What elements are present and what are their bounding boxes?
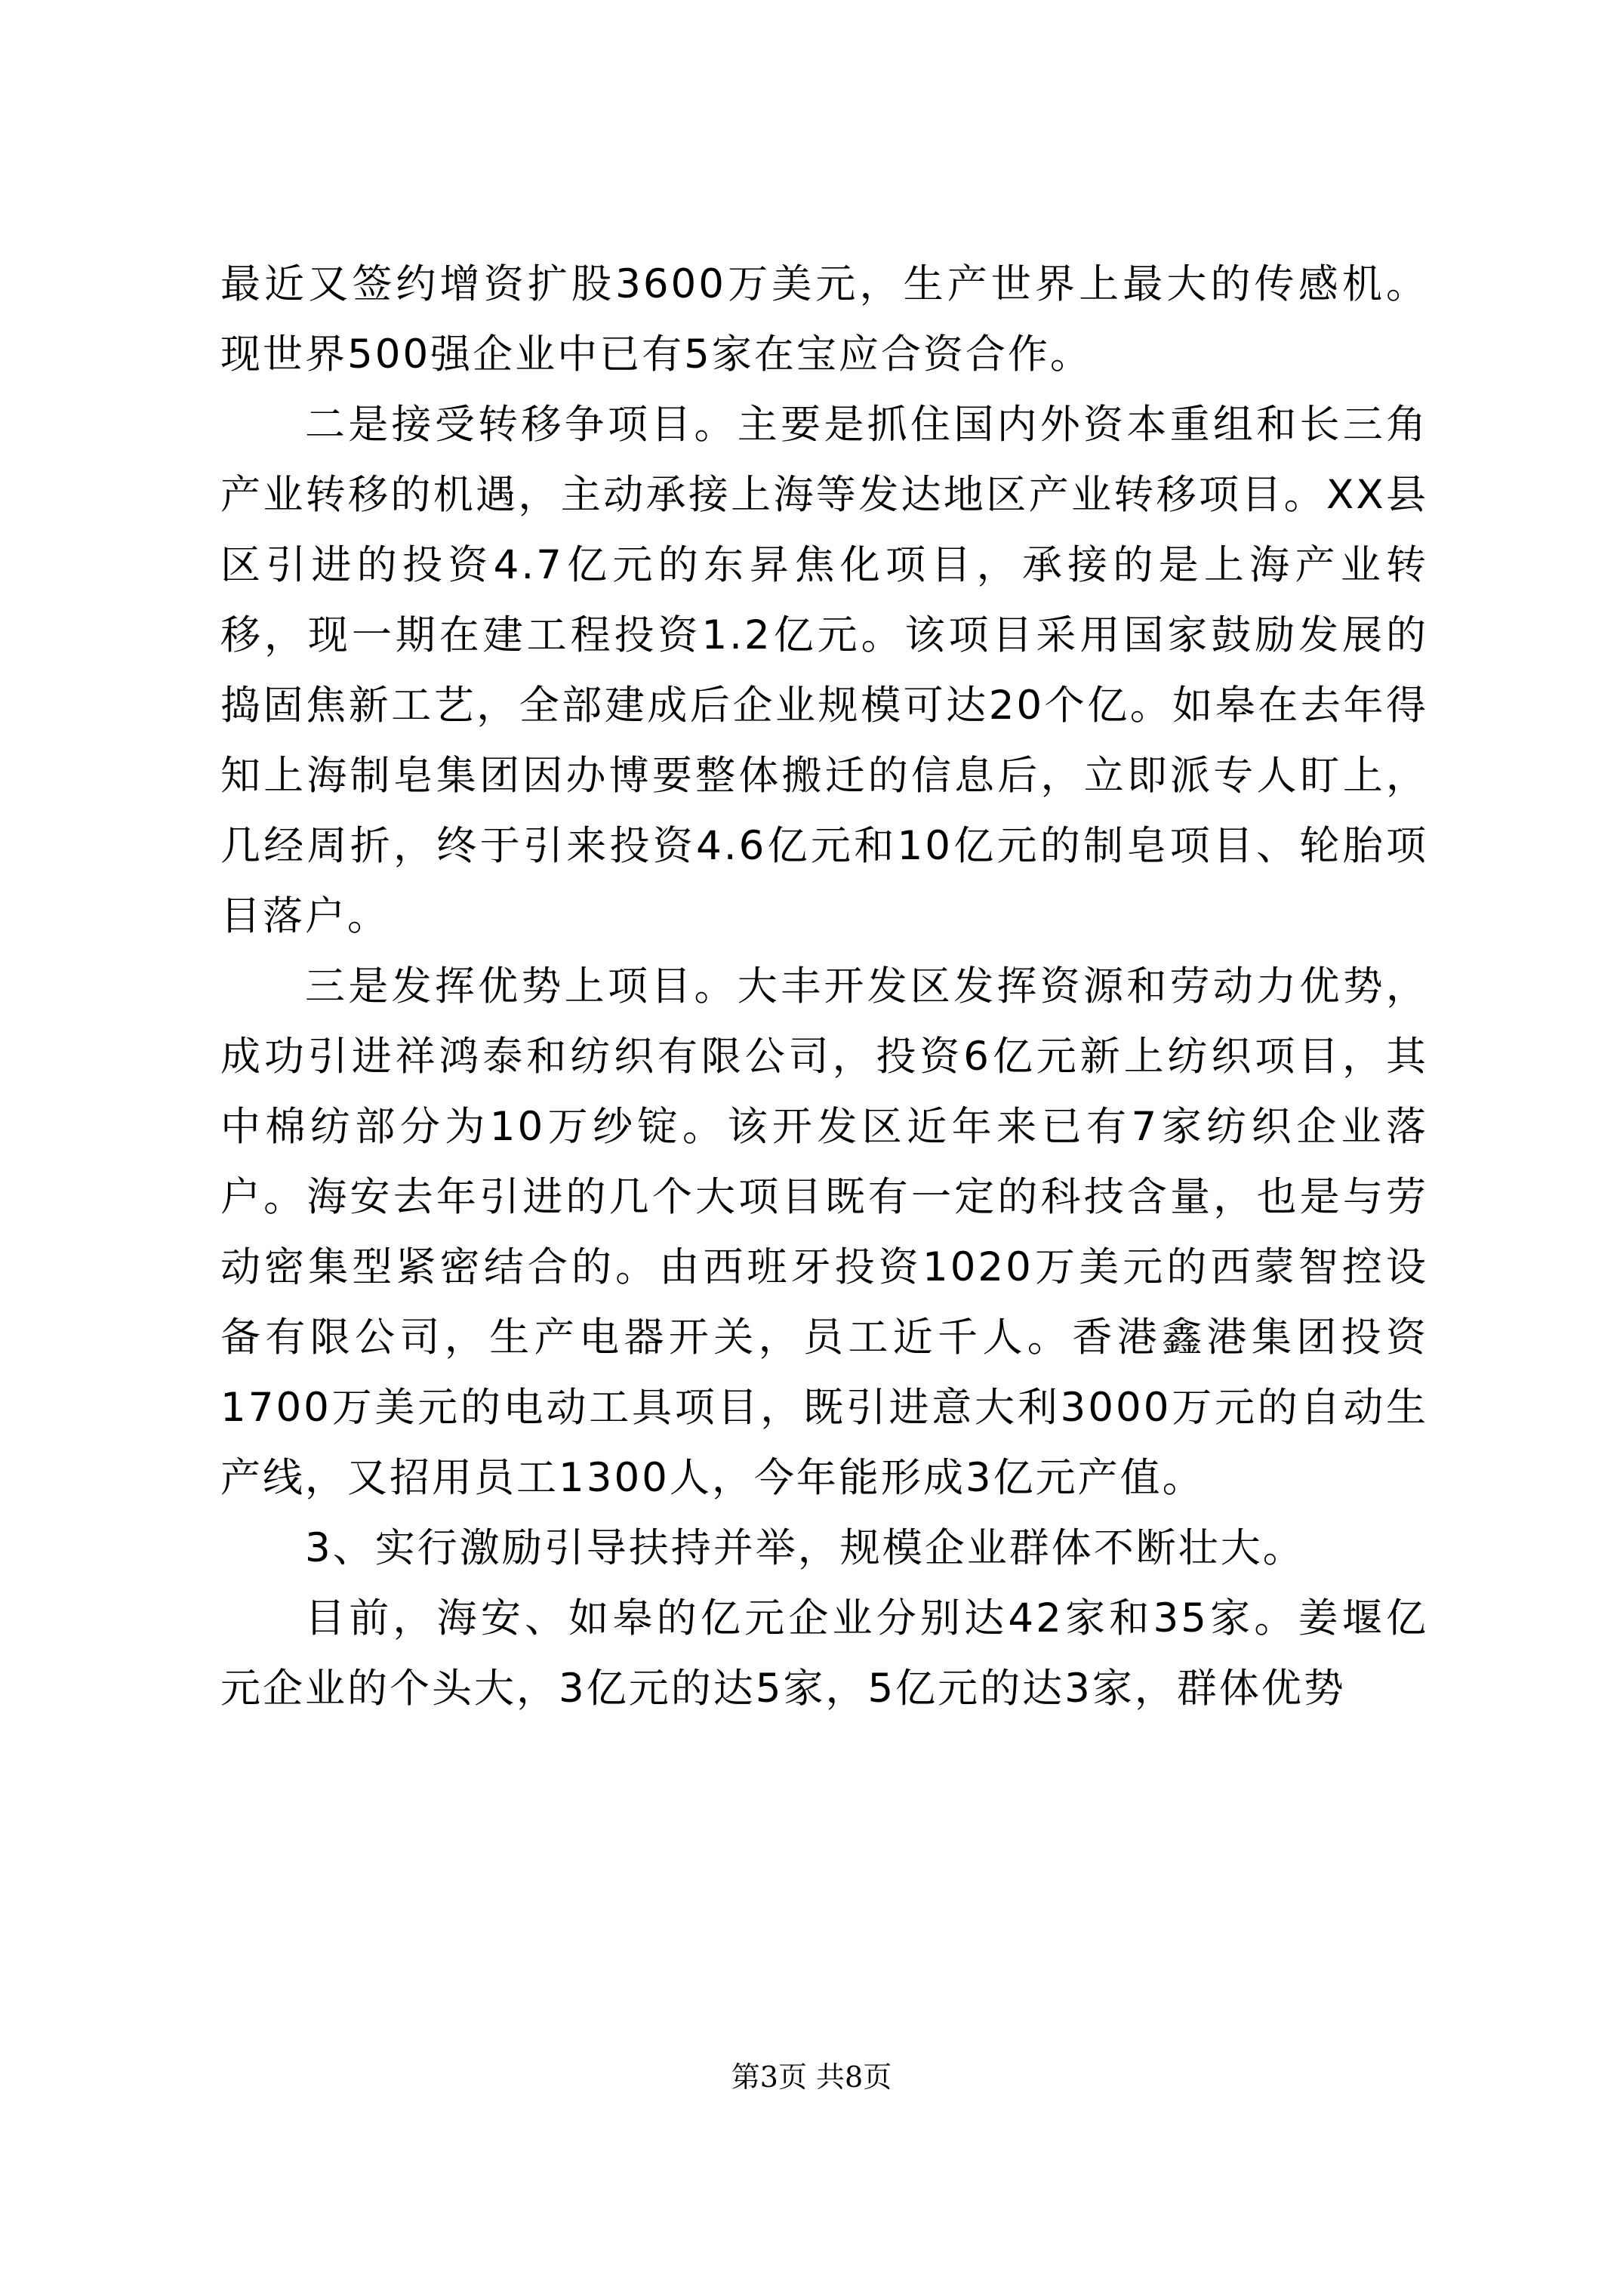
paragraph-1: 最近又签约增资扩股3600万美元，生产世界上最大的传感机。现世界500强企业中已有5家在宝应合资合作。 bbox=[220, 261, 1428, 378]
document-body bbox=[220, 249, 1428, 1724]
page-number-footer: 第3页 共8页 bbox=[731, 2060, 892, 2094]
paragraph-4: 3、实行激励引导扶持并举，规模企业群体不断壮大。 bbox=[305, 1525, 1305, 1571]
paragraph-2: 二是接受转移争项目。主要是抓住国内外资本重组和长三角产业转移的机遇，主动承接上海等发达地区产业转移项目。XX县区引进的投资4.7亿元的东昇焦化项目，承接的是上海产业转移，现一期在建工程投资1.2亿元。该项目采用国家鼓励发展的捣固焦新工艺，全部建成后企业规模可达20个亿。如皋在去年得知上海制皂集团因办博要整体搬迁的信息后，立即派专人盯上，几经周折，终于引来投资4.6亿元和10亿元的制皂项目、轮胎项目落户。 bbox=[220, 402, 1428, 939]
paragraph-3: 三是发挥优势上项目。大丰开发区发挥资源和劳动力优势，成功引进祥鸿泰和纺织有限公司，投资6亿元新上纺织项目，其中棉纺部分为10万纱锭。该开发区近年来已有7家纺织企业落户。海安去年引进的几个大项目既有一定的科技含量，也是与劳动密集型紧密结合的。由西班牙投资1020万美元的西蒙智控设备有限公司，生产电器开关，员工近千人。香港鑫港集团投资1700万美元的电动工具项目，既引进意大利3000万元的自动生产线，又招用员工1300人，今年能形成3亿元产值。 bbox=[220, 963, 1428, 1501]
paragraph-5: 目前，海安、如皋的亿元企业分别达42家和35家。姜堰亿元企业的个头大，3亿元的达5家，5亿元的达3家，群体优势 bbox=[220, 1595, 1428, 1712]
